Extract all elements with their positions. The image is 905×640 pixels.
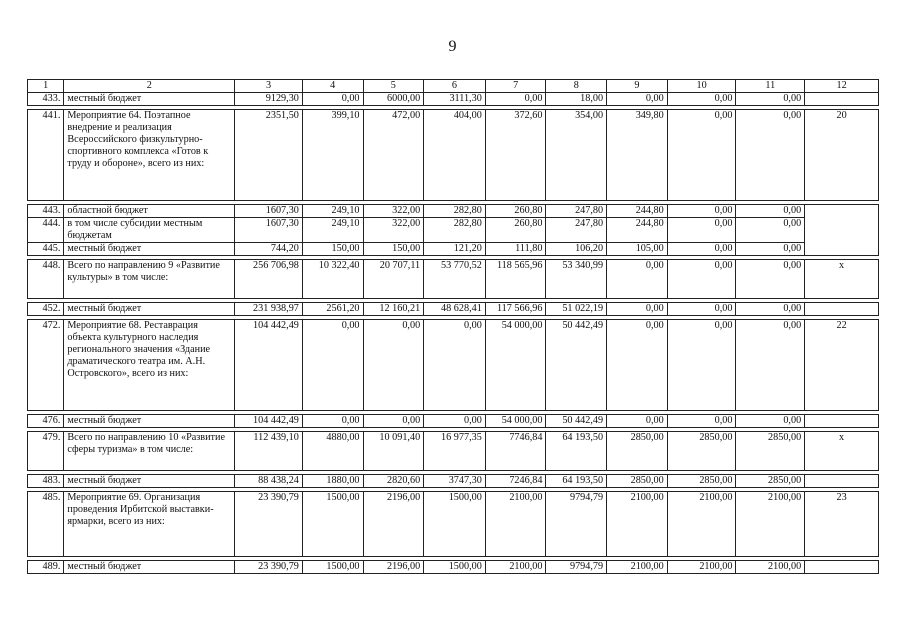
column-header: 2 — [64, 80, 235, 93]
row-number: 483. — [28, 475, 64, 488]
cell-col4: 2561,20 — [302, 303, 363, 316]
cell-col9: 0,00 — [607, 260, 668, 299]
cell-col10: 0,00 — [667, 415, 736, 428]
cell-col10: 0,00 — [667, 93, 736, 106]
cell-col11: 2850,00 — [736, 432, 805, 471]
cell-col9: 0,00 — [607, 415, 668, 428]
column-header: 8 — [546, 80, 607, 93]
cell-col4: 4880,00 — [302, 432, 363, 471]
row-name: местный бюджет — [64, 93, 235, 106]
cell-total: 2351,50 — [235, 110, 303, 201]
cell-col6: 0,00 — [424, 415, 486, 428]
column-header: 1 — [28, 80, 64, 93]
cell-col10: 0,00 — [667, 218, 736, 243]
cell-col7: 111,80 — [485, 243, 546, 256]
cell-col7: 7246,84 — [485, 475, 546, 488]
row-number: 452. — [28, 303, 64, 316]
cell-col12 — [805, 205, 879, 256]
cell-col12: x — [805, 432, 879, 471]
table-row — [28, 218, 879, 243]
cell-col7: 7746,84 — [485, 432, 546, 471]
column-header: 4 — [302, 80, 363, 93]
cell-col12: 22 — [805, 320, 879, 411]
cell-col10: 2100,00 — [667, 492, 736, 557]
cell-col10: 2850,00 — [667, 475, 736, 488]
cell-col7: 260,80 — [485, 205, 546, 218]
row-name: в том числе субсидии местным бюджетам — [64, 218, 235, 243]
cell-col11: 0,00 — [736, 260, 805, 299]
table-row — [28, 243, 879, 256]
row-number: 444. — [28, 218, 64, 243]
cell-total: 1607,30 — [235, 218, 303, 243]
cell-col11: 0,00 — [736, 415, 805, 428]
cell-col6: 3111,30 — [424, 93, 486, 106]
cell-col4: 0,00 — [302, 320, 363, 411]
row-number: 479. — [28, 432, 64, 471]
column-header: 9 — [607, 80, 668, 93]
cell-col10: 0,00 — [667, 320, 736, 411]
table-row — [28, 415, 879, 428]
cell-col11: 0,00 — [736, 243, 805, 256]
cell-col9: 244,80 — [607, 218, 668, 243]
cell-col8: 354,00 — [546, 110, 607, 201]
cell-col10: 0,00 — [667, 205, 736, 218]
table-row — [28, 110, 879, 201]
cell-col11: 0,00 — [736, 110, 805, 201]
row-number: 472. — [28, 320, 64, 411]
cell-col9: 2850,00 — [607, 475, 668, 488]
cell-col9: 2100,00 — [607, 561, 668, 574]
cell-col10: 0,00 — [667, 243, 736, 256]
cell-col5: 322,00 — [363, 205, 424, 218]
row-number: 441. — [28, 110, 64, 201]
table-row — [28, 432, 879, 471]
cell-col8: 50 442,49 — [546, 320, 607, 411]
cell-col9: 105,00 — [607, 243, 668, 256]
cell-col9: 2850,00 — [607, 432, 668, 471]
row-name: местный бюджет — [64, 561, 235, 574]
cell-col11: 0,00 — [736, 205, 805, 218]
cell-col9: 244,80 — [607, 205, 668, 218]
cell-col4: 1880,00 — [302, 475, 363, 488]
column-header: 10 — [667, 80, 736, 93]
cell-col11: 0,00 — [736, 218, 805, 243]
cell-col5: 0,00 — [363, 415, 424, 428]
row-number: 485. — [28, 492, 64, 557]
cell-col5: 2820,60 — [363, 475, 424, 488]
cell-total: 23 390,79 — [235, 492, 303, 557]
table-row — [28, 260, 879, 299]
row-number: 476. — [28, 415, 64, 428]
cell-total: 104 442,49 — [235, 415, 303, 428]
row-name: Мероприятие 69. Организация проведения Ирбитской выставки-ярмарки, всего из них: — [64, 492, 235, 557]
cell-col11: 0,00 — [736, 303, 805, 316]
row-name: местный бюджет — [64, 243, 235, 256]
table-row — [28, 93, 879, 106]
row-name: местный бюджет — [64, 303, 235, 316]
column-header: 5 — [363, 80, 424, 93]
cell-col6: 404,00 — [424, 110, 486, 201]
cell-col8: 53 340,99 — [546, 260, 607, 299]
table-row — [28, 320, 879, 411]
budget-table — [27, 79, 879, 574]
row-name: Мероприятие 64. Поэтапное внедрение и реализация Всероссийского физкультурно-спортивного комплекса «Готов к труду и обороне», всего из них: — [64, 110, 235, 201]
cell-col7: 118 565,96 — [485, 260, 546, 299]
cell-col8: 64 193,50 — [546, 475, 607, 488]
cell-col6: 53 770,52 — [424, 260, 486, 299]
cell-col11: 2100,00 — [736, 492, 805, 557]
cell-col7: 0,00 — [485, 93, 546, 106]
cell-col5: 0,00 — [363, 320, 424, 411]
cell-col7: 54 000,00 — [485, 320, 546, 411]
column-header: 6 — [424, 80, 486, 93]
cell-col10: 2850,00 — [667, 432, 736, 471]
cell-col7: 117 566,96 — [485, 303, 546, 316]
cell-col4: 150,00 — [302, 243, 363, 256]
cell-col8: 64 193,50 — [546, 432, 607, 471]
row-name: Всего по направлению 10 «Развитие сферы туризма» в том числе: — [64, 432, 235, 471]
table-row — [28, 303, 879, 316]
cell-col6: 282,80 — [424, 205, 486, 218]
cell-col8: 50 442,49 — [546, 415, 607, 428]
cell-col8: 9794,79 — [546, 492, 607, 557]
cell-col5: 322,00 — [363, 218, 424, 243]
row-name: областной бюджет — [64, 205, 235, 218]
cell-total: 104 442,49 — [235, 320, 303, 411]
cell-col4: 0,00 — [302, 415, 363, 428]
cell-col6: 48 628,41 — [424, 303, 486, 316]
cell-col6: 1500,00 — [424, 561, 486, 574]
cell-col11: 2100,00 — [736, 561, 805, 574]
cell-col7: 2100,00 — [485, 492, 546, 557]
cell-total: 88 438,24 — [235, 475, 303, 488]
row-number: 448. — [28, 260, 64, 299]
column-header: 3 — [235, 80, 303, 93]
cell-col8: 247,80 — [546, 218, 607, 243]
row-number: 445. — [28, 243, 64, 256]
cell-col11: 0,00 — [736, 320, 805, 411]
cell-col4: 10 322,40 — [302, 260, 363, 299]
cell-col12: 20 — [805, 110, 879, 201]
cell-col7: 372,60 — [485, 110, 546, 201]
cell-col10: 0,00 — [667, 303, 736, 316]
cell-total: 744,20 — [235, 243, 303, 256]
cell-total: 112 439,10 — [235, 432, 303, 471]
table-row — [28, 492, 879, 557]
cell-col8: 51 022,19 — [546, 303, 607, 316]
row-name: Мероприятие 68. Реставрация объекта культурного наследия регионального значения «Здание драматического театра им. А.Н. Островского», всего из них: — [64, 320, 235, 411]
cell-col12 — [805, 93, 879, 106]
table-row — [28, 475, 879, 488]
cell-col4: 1500,00 — [302, 492, 363, 557]
cell-col12 — [805, 561, 879, 574]
row-number: 489. — [28, 561, 64, 574]
cell-col12 — [805, 303, 879, 316]
cell-col4: 249,10 — [302, 205, 363, 218]
column-header: 7 — [485, 80, 546, 93]
cell-col9: 349,80 — [607, 110, 668, 201]
page-number: 9 — [448, 38, 457, 55]
cell-col6: 1500,00 — [424, 492, 486, 557]
cell-col11: 2850,00 — [736, 475, 805, 488]
cell-col4: 399,10 — [302, 110, 363, 201]
cell-col7: 54 000,00 — [485, 415, 546, 428]
cell-col12 — [805, 475, 879, 488]
cell-col12: 23 — [805, 492, 879, 557]
cell-col5: 2196,00 — [363, 492, 424, 557]
cell-col8: 18,00 — [546, 93, 607, 106]
cell-col4: 1500,00 — [302, 561, 363, 574]
cell-col5: 2196,00 — [363, 561, 424, 574]
cell-total: 1607,30 — [235, 205, 303, 218]
table-row — [28, 205, 879, 218]
cell-col5: 12 160,21 — [363, 303, 424, 316]
cell-col6: 282,80 — [424, 218, 486, 243]
cell-col10: 0,00 — [667, 110, 736, 201]
cell-col5: 10 091,40 — [363, 432, 424, 471]
cell-col5: 472,00 — [363, 110, 424, 201]
cell-col9: 2100,00 — [607, 492, 668, 557]
cell-col8: 106,20 — [546, 243, 607, 256]
table-row — [28, 561, 879, 574]
cell-col5: 20 707,11 — [363, 260, 424, 299]
cell-col6: 0,00 — [424, 320, 486, 411]
cell-col12: x — [805, 260, 879, 299]
cell-col8: 9794,79 — [546, 561, 607, 574]
cell-total: 256 706,98 — [235, 260, 303, 299]
cell-col5: 150,00 — [363, 243, 424, 256]
cell-total: 9129,30 — [235, 93, 303, 106]
cell-col4: 0,00 — [302, 93, 363, 106]
cell-col9: 0,00 — [607, 303, 668, 316]
cell-col10: 0,00 — [667, 260, 736, 299]
cell-total: 23 390,79 — [235, 561, 303, 574]
cell-col12 — [805, 415, 879, 428]
cell-col10: 2100,00 — [667, 561, 736, 574]
cell-col6: 3747,30 — [424, 475, 486, 488]
row-number: 443. — [28, 205, 64, 218]
cell-col4: 249,10 — [302, 218, 363, 243]
cell-col7: 2100,00 — [485, 561, 546, 574]
column-header: 12 — [805, 80, 879, 93]
cell-col6: 121,20 — [424, 243, 486, 256]
cell-col6: 16 977,35 — [424, 432, 486, 471]
row-name: Всего по направлению 9 «Развитие культуры» в том числе: — [64, 260, 235, 299]
cell-col7: 260,80 — [485, 218, 546, 243]
cell-col11: 0,00 — [736, 93, 805, 106]
cell-col8: 247,80 — [546, 205, 607, 218]
row-name: местный бюджет — [64, 475, 235, 488]
row-number: 433. — [28, 93, 64, 106]
cell-total: 231 938,97 — [235, 303, 303, 316]
table-header-row — [28, 80, 879, 93]
row-name: местный бюджет — [64, 415, 235, 428]
cell-col9: 0,00 — [607, 93, 668, 106]
cell-col9: 0,00 — [607, 320, 668, 411]
cell-col5: 6000,00 — [363, 93, 424, 106]
column-header: 11 — [736, 80, 805, 93]
